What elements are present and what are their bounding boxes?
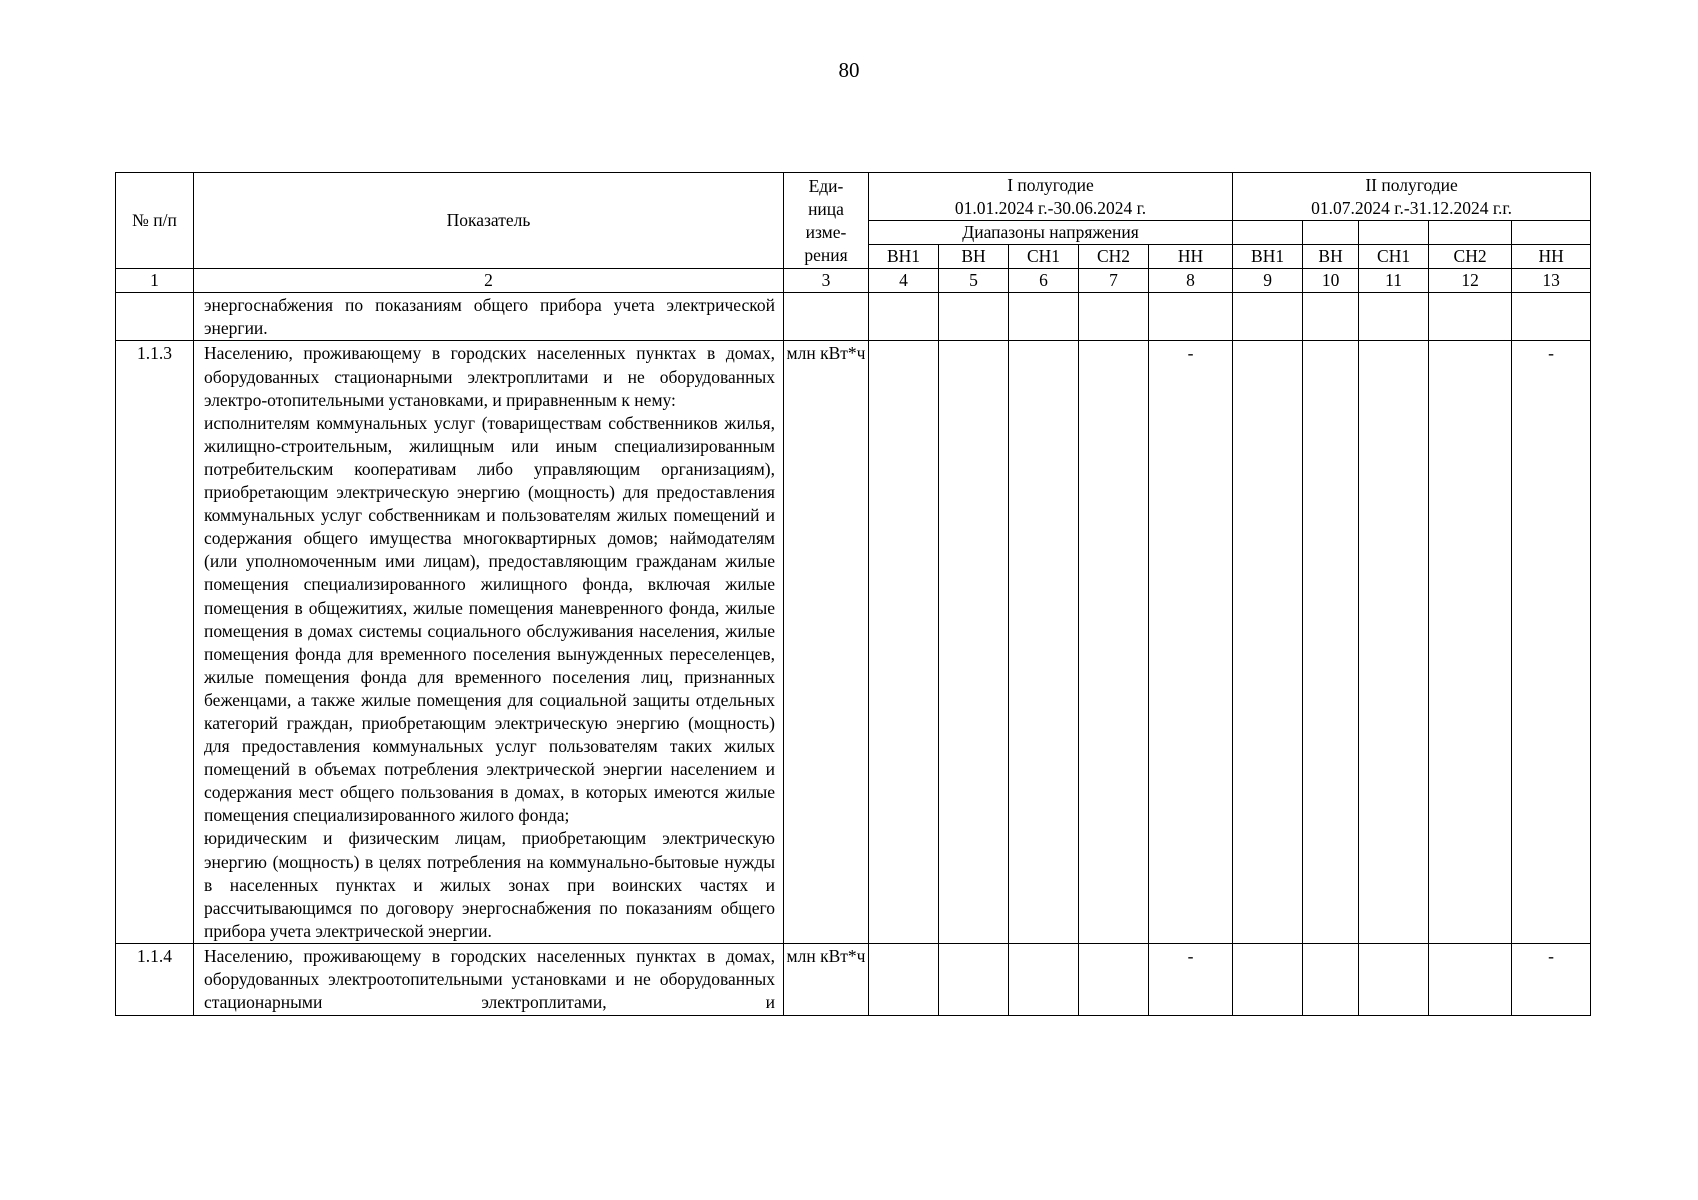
row-description <box>194 943 784 1015</box>
header-half2: II полугодие 01.07.2024 г.-31.12.2024 г.г. <box>1233 173 1591 221</box>
value-cell <box>869 341 939 943</box>
voltage-level: ВН <box>1303 245 1359 269</box>
table-row <box>116 943 1591 1015</box>
row-number: 1.1.3 <box>116 341 194 943</box>
voltage-level: СН2 <box>1079 245 1149 269</box>
value-cell <box>1429 293 1512 341</box>
value-cell <box>939 293 1009 341</box>
page-number: 80 <box>838 58 860 82</box>
row-unit: млн кВт*ч <box>784 943 869 1015</box>
header-voltage-ranges: Диапазоны напряжения <box>869 221 1233 245</box>
header-blank <box>1429 221 1512 245</box>
voltage-level: СН1 <box>1359 245 1429 269</box>
value-cell <box>1303 293 1359 341</box>
value-cell <box>939 943 1009 1015</box>
voltage-level: СН1 <box>1009 245 1079 269</box>
value-cell <box>1359 293 1429 341</box>
voltage-level: ВН1 <box>869 245 939 269</box>
row-unit: млн кВт*ч <box>784 341 869 943</box>
voltage-level: ВН1 <box>1233 245 1303 269</box>
value-cell <box>1359 943 1429 1015</box>
column-number: 9 <box>1233 269 1303 293</box>
voltage-level: НН <box>1149 245 1233 269</box>
value-cell <box>1009 341 1079 943</box>
column-number: 13 <box>1512 269 1591 293</box>
column-number: 10 <box>1303 269 1359 293</box>
description-paragraph: Населению, проживающему в городских населенных пунктах в домах, оборудованных электроотопительными установками и не оборудованных стационарными электроплитами, и <box>204 945 775 1013</box>
header-num: № п/п <box>116 173 194 269</box>
value-cell <box>1079 293 1149 341</box>
value-cell <box>1233 943 1303 1015</box>
value-cell <box>1429 341 1512 943</box>
description-paragraph: исполнителям коммунальных услуг (товариществам собственников жилья, жилищно-строительным, жилищным или иным специализированным потребительским кооперативам либо управляющим организациям), приобретающим электрическую энергию (мощность) для предоставления коммунальных услуг собственникам и пользователям жилых помещений и содержания общего имущества многоквартирных домов; наймодателям (или уполномоченным ими лицам), предоставляющим гражданам жилые помещения специализированного жилищного фонда, включая жилые помещения в общежитиях, жилые помещения маневренного фонда, жилые помещения в домах системы социального обслуживания населения, жилые помещения фонда для временного поселения вынужденных переселенцев, жилые помещения фонда для временного поселения лиц, признанных беженцами, а также жилые помещения для социальной защиты отдельных категорий граждан, приобретающим электрическую энергию (мощность) для предоставления коммунальных услуг пользователям таких жилых помещений в объемах потребления электрической энергии населением и содержания мест общего пользования в домах, в которых имеются жилые помещения специализированного жилого фонда; <box>204 412 775 826</box>
value-cell <box>1079 943 1149 1015</box>
description-paragraph: Населению, проживающему в городских населенных пунктах в домах, оборудованных стационарными электроплитами и не оборудованных электро-отопительными установками, и приравненным к нему: <box>204 343 775 410</box>
value-cell <box>1079 341 1149 943</box>
table-row <box>116 293 1591 341</box>
description-paragraph: юридическим и физическим лицам, приобретающим электрическую энергию (мощность) в целях потребления на коммунально-бытовые нужды в населенных пунктах и жилых зонах при воинских частях и рассчитывающимся по договору энергоснабжения по показаниям общего прибора учета электрической энергии. <box>204 828 775 941</box>
column-number: 5 <box>939 269 1009 293</box>
header-half1: I полугодие 01.01.2024 г.-30.06.2024 г. <box>869 173 1233 221</box>
column-number: 12 <box>1429 269 1512 293</box>
value-cell: - <box>1149 943 1233 1015</box>
value-cell <box>1512 293 1591 341</box>
description-clip <box>204 945 775 1015</box>
value-cell <box>1303 943 1359 1015</box>
column-number: 8 <box>1149 269 1233 293</box>
column-number: 7 <box>1079 269 1149 293</box>
value-cell <box>869 293 939 341</box>
value-cell <box>1009 293 1079 341</box>
column-number: 2 <box>194 269 784 293</box>
value-cell <box>1429 943 1512 1015</box>
table-row <box>116 341 1591 943</box>
header-blank <box>1359 221 1429 245</box>
value-cell <box>869 943 939 1015</box>
row-description <box>194 293 784 341</box>
header-unit: Еди- ница изме- рения <box>784 173 869 269</box>
header-blank <box>1303 221 1359 245</box>
row-number: 1.1.4 <box>116 943 194 1015</box>
column-number: 1 <box>116 269 194 293</box>
value-cell: - <box>1512 943 1591 1015</box>
header-blank <box>1512 221 1591 245</box>
value-cell <box>1149 293 1233 341</box>
value-cell <box>939 341 1009 943</box>
value-cell <box>1233 293 1303 341</box>
value-cell: - <box>1512 341 1591 943</box>
value-cell <box>1359 341 1429 943</box>
tariff-table <box>115 172 1591 1016</box>
row-unit <box>784 293 869 341</box>
header-blank <box>1233 221 1303 245</box>
row-description <box>194 341 784 943</box>
value-cell: - <box>1149 341 1233 943</box>
value-cell <box>1303 341 1359 943</box>
description-paragraph: энергоснабжения по показаниям общего прибора учета электрической энергии. <box>204 295 775 339</box>
row-number <box>116 293 194 341</box>
column-number: 6 <box>1009 269 1079 293</box>
column-number: 11 <box>1359 269 1429 293</box>
header-indicator: Показатель <box>194 173 784 269</box>
column-number: 4 <box>869 269 939 293</box>
voltage-level: ВН <box>939 245 1009 269</box>
value-cell <box>1233 341 1303 943</box>
column-number: 3 <box>784 269 869 293</box>
voltage-level: СН2 <box>1429 245 1512 269</box>
value-cell <box>1009 943 1079 1015</box>
voltage-level: НН <box>1512 245 1591 269</box>
